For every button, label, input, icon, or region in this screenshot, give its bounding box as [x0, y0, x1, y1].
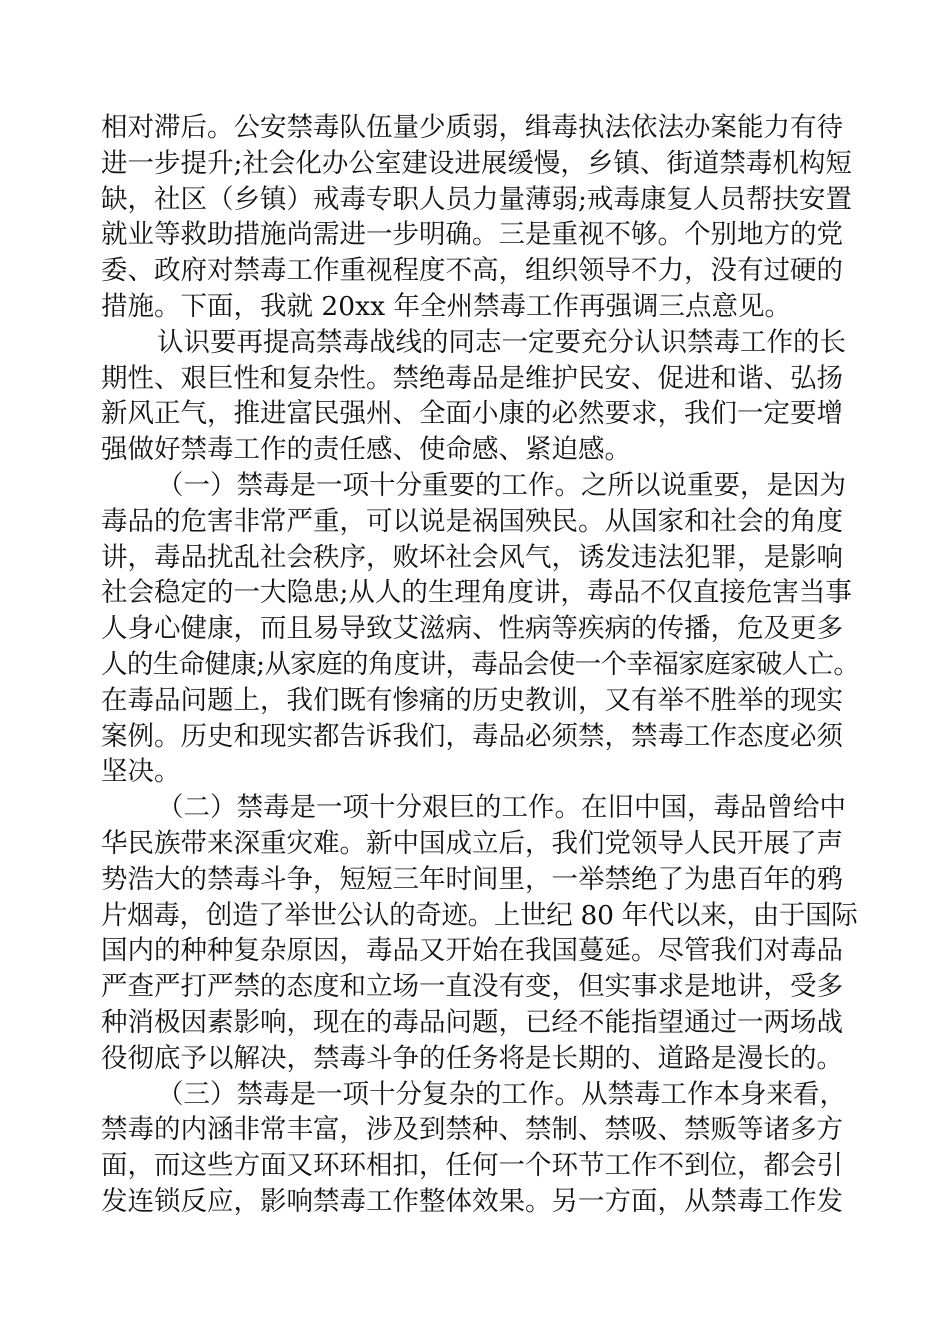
text-line: 严查严打严禁的态度和立场一直没有变，但实事求是地讲，受多	[101, 971, 843, 1003]
text-line: 人的生命健康;从家庭的角度讲，毒品会使一个幸福家庭家破人亡。	[101, 648, 860, 680]
text-line: 役彻底予以解决，禁毒斗争的任务将是长期的、道路是漫长的。	[101, 1042, 843, 1074]
paragraph-first-line: （一）禁毒是一项十分重要的工作。之所以说重要，是因为	[157, 469, 846, 501]
text-line: 在毒品问题上，我们既有惨痛的历史教训，又有举不胜举的现实	[101, 684, 843, 716]
text-line: 禁毒的内涵非常丰富，涉及到禁种、禁制、禁吸、禁贩等诸多方	[101, 1114, 843, 1146]
text-line: 坚决。	[101, 756, 181, 788]
document-body	[101, 110, 860, 1220]
text-line: 社会稳定的一大隐患;从人的生理角度讲，毒品不仅直接危害当事	[101, 577, 852, 609]
paragraph-first-line: （二）禁毒是一项十分艰巨的工作。在旧中国，毒品曾给中	[157, 792, 846, 824]
text-line: 期性、艰巨性和复杂性。禁绝毒品是维护民安、促进和谐、弘扬	[101, 362, 843, 394]
text-line: 措施。下面，我就 20xx 年全州禁毒工作再强调三点意见。	[101, 290, 791, 322]
text-line: 强做好禁毒工作的责任感、使命感、紧迫感。	[101, 434, 631, 466]
text-line: 讲，毒品扰乱社会秩序，败坏社会风气，诱发违法犯罪，是影响	[101, 541, 843, 573]
text-line: 进一步提升;社会化办公室建设进展缓慢，乡镇、街道禁毒机构短	[101, 147, 852, 179]
text-line: 华民族带来深重灾难。新中国成立后，我们党领导人民开展了声	[101, 827, 843, 859]
paragraph-first-line: （三）禁毒是一项十分复杂的工作。从禁毒工作本身来看，	[157, 1078, 846, 1110]
text-line: 案例。历史和现实都告诉我们，毒品必须禁，禁毒工作态度必须	[101, 720, 843, 752]
text-line: 片烟毒，创造了举世公认的奇迹。上世纪 80 年代以来，由于国际	[101, 899, 858, 931]
text-line: 势浩大的禁毒斗争，短短三年时间里，一举禁绝了为患百年的鸦	[101, 863, 843, 895]
text-line: 国内的种种复杂原因，毒品又开始在我国蔓延。尽管我们对毒品	[101, 935, 843, 967]
text-line: 委、政府对禁毒工作重视程度不高，组织领导不力，没有过硬的	[101, 255, 843, 287]
text-line: 毒品的危害非常严重，可以说是祸国殃民。从国家和社会的角度	[101, 505, 843, 537]
text-line: 新风正气，推进富民强州、全面小康的必然要求，我们一定要增	[101, 398, 843, 430]
text-line: 缺，社区（乡镇）戒毒专职人员力量薄弱;戒毒康复人员帮扶安置	[101, 183, 852, 215]
text-line: 人身心健康，而且易导致艾滋病、性病等疾病的传播，危及更多	[101, 613, 843, 645]
paragraph-first-line: 认识要再提高禁毒战线的同志一定要充分认识禁毒工作的长	[157, 326, 846, 358]
text-line: 就业等救助措施尚需进一步明确。三是重视不够。个别地方的党	[101, 219, 843, 251]
text-line: 种消极因素影响，现在的毒品问题，已经不能指望通过一两场战	[101, 1006, 843, 1038]
text-line: 相对滞后。公安禁毒队伍量少质弱，缉毒执法依法办案能力有待	[101, 112, 843, 143]
text-line: 面，而这些方面又环环相扣，任何一个环节工作不到位，都会引	[101, 1150, 843, 1182]
text-line: 发连锁反应，影响禁毒工作整体效果。另一方面，从禁毒工作发	[101, 1185, 843, 1217]
